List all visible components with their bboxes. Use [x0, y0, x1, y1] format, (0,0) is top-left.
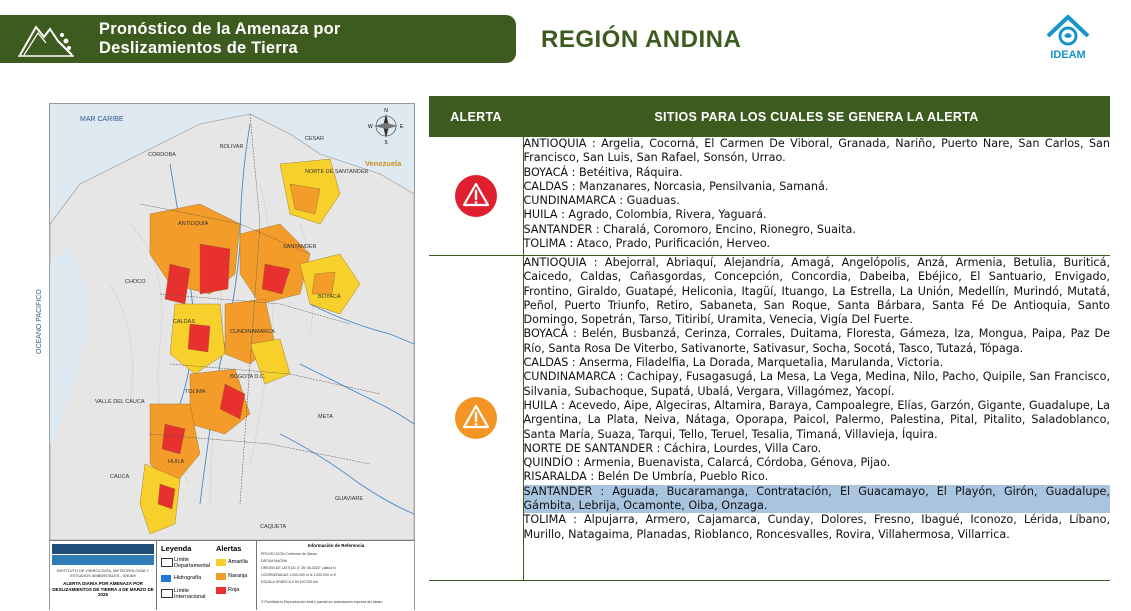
dept-line: BOYACÁ : Belén, Busbanzá, Cerinza, Corrales, Duitama, Floresta, Gámeza, Iza, Mongua, Paipa, Paz De Río, Santa Rosa De Viterbo, Sativanorte, Sativasur, Socha, Socotá, Tasco, Tutazá, Tópaga.: [523, 327, 1110, 355]
dept-line: SANTANDER : Charalá, Coromoro, Encino, Rionegro, Suaita.: [523, 222, 856, 236]
legend-alerts-title: Alertas: [216, 544, 242, 553]
dept-line: CUNDINAMARCA : Guaduas.: [523, 194, 680, 208]
table-header-row: [429, 96, 1110, 137]
map-label-santander: SANTANDER: [283, 244, 317, 250]
dept-line: HUILA : Agrado, Colombia, Rivera, Yaguará.: [523, 208, 767, 222]
alerts-table: [429, 96, 1110, 581]
svg-text:S: S: [384, 140, 388, 146]
legend-swatch-naranja: [216, 573, 226, 580]
legend-item-hidrografia: Hidrografía: [174, 575, 202, 581]
ideam-logo: [1040, 14, 1096, 64]
table-row-red-alert: [429, 137, 1110, 256]
map-legend: [50, 540, 414, 610]
legend-swatch-hidrografia: [161, 575, 171, 582]
dept-line: BOYACÁ : Betéitiva, Ráquira.: [523, 165, 683, 179]
legend-swatch-limite-internacional: [161, 589, 173, 598]
map-label-tolima: TOLIMA: [185, 389, 206, 395]
map-label-bolivar: BOLIVAR: [220, 144, 244, 150]
map-label-valle: VALLE DEL CAUCA: [95, 399, 145, 405]
alert-level-cell: [429, 256, 523, 581]
header-banner: [0, 15, 516, 63]
svg-text:E: E: [400, 124, 404, 130]
legend-swatch-limite-departamental: [161, 558, 173, 567]
header-title-line1: Pronóstico de la Amenaza por: [99, 20, 341, 38]
dept-line: NORTE DE SANTANDER : Cáchira, Lourdes, Villa Caro.: [523, 441, 822, 455]
landslide-logo-icon: [18, 19, 74, 59]
dept-line: ANTIOQUIA : Abejorral, Abriaquí, Alejandría, Amagá, Angelópolis, Anzá, Armenia, Betulia, Buriticá, Caicedo, Caldas, Cañasgordas, Concepción, Concordia, Dabeiba, Ebéjico, El Santuario, Envigado, Frontino, Giraldo, Guatapé, Heliconia, Itagüí, Ituango, La Estrella, La Unión, Medellín, Murindó, Mutatá, Peñol, Puerto Triunfo, Retiro, Sabaneta, San Roque, Santa Bárbara, Santa Fé De Antioquia, Santo Domingo, Sopetrán, Tarso, Titiribí, Uramita, Venecia, Vigía Del Fuerte.: [523, 256, 1110, 327]
map-label-mar-caribe: MAR CARIBE: [80, 116, 124, 123]
legend-swatch-roja: [216, 587, 226, 594]
region-title: REGIÓN ANDINA: [541, 26, 742, 53]
alert-level-cell: [429, 137, 523, 256]
warning-icon: [454, 396, 498, 440]
legend-map-title: ALERTA DIARIA POR AMENAZA POR DESLIZAMIENTOS DE TIERRA 4 DE MARZO DE 2025: [52, 581, 154, 597]
header-title-line2: Deslizamientos de Tierra: [99, 39, 298, 57]
legend-alerts-block: [212, 541, 257, 610]
map-label-norte-santander: NORTE DE SANTANDER: [305, 169, 369, 175]
map-label-caqueta: CAQUETA: [260, 524, 287, 530]
legend-alert-amarilla: Amarilla: [228, 559, 248, 565]
map-label-meta: META: [318, 414, 333, 420]
map-label-cundinamarca: CUNDINAMARCA: [230, 329, 275, 335]
header-title: [99, 20, 341, 58]
warning-icon: [454, 174, 498, 218]
ideam-banner-bar: [52, 544, 154, 554]
ideam-logo-text: IDEAM: [1050, 49, 1086, 61]
dept-line: HUILA : Acevedo, Aipe, Algeciras, Altamira, Baraya, Campoalegre, Elías, Garzón, Gigante, Guadalupe, La Argentina, La Plata, Neiva, Nátaga, Oporapa, Paicol, Palermo, Palestina, Pital, Pitalito, Saladoblanco, Santa María, Suaza, Tarqui, Tello, Teruel, Tesalia, Timaná, Villavieja, Íquira.: [523, 398, 1110, 441]
column-header-sites: SITIOS PARA LOS CUALES SE GENERA LA ALERTA: [523, 96, 1110, 137]
dept-line: TOLIMA : Ataco, Prado, Purificación, Herveo.: [523, 237, 771, 251]
legend-alert-naranja: Naranja: [228, 573, 248, 579]
map-label-oceano-pacifico: OCEANO PACIFICO: [36, 289, 43, 354]
legend-item-limite-internacional: Límite Internacional: [174, 588, 206, 600]
dept-line: RISARALDA : Belén De Umbría, Pueblo Rico.: [523, 470, 769, 484]
legend-ref-line: ORIGEN DE LATITUD 4° 35' 46.3215" Latitud N: [261, 566, 336, 570]
svg-text:W: W: [368, 124, 373, 130]
legend-copyright: © Prohibida la Reproducción total o parcial sin autorización expresa del Ideam: [261, 600, 383, 604]
ideam-banner-bar-2: [52, 555, 154, 565]
dept-line-highlighted: SANTANDER : Aguada, Bucaramanga, Contratación, El Guacamayo, El Playón, Girón, Guadalupe, Gámbita, Lebrija, Ocamonte, Oiba, Onzaga.: [523, 484, 1110, 513]
map-label-caldas: CALDAS: [173, 319, 196, 325]
legend-ref-line: COORDENADAS 1.000.000 m N 1.000.000 m E: [261, 573, 337, 577]
legend-title: Leyenda: [161, 544, 192, 553]
map-label-choco: CHOCO: [125, 279, 146, 285]
dept-line: ANTIOQUIA : Argelia, Cocorná, El Carmen De Viboral, Granada, Nariño, Puerto Nare, San Carlos, San Francisco, San Luis, San Rafael, Sonsón, Urrao.: [523, 137, 1110, 165]
column-header-alert: ALERTA: [429, 96, 523, 137]
legend-institution-block: [50, 541, 157, 610]
alert-map: [36, 103, 415, 610]
alert-sites-cell: [523, 256, 1110, 581]
svg-text:N: N: [384, 108, 388, 114]
legend-block: [157, 541, 211, 610]
legend-ref-line: ESCALA GRÁFICA 0 50 100 200 km: [261, 580, 319, 584]
map-label-cordoba: CORDOBA: [148, 152, 176, 158]
map-label-antioquia: ANTIOQUIA: [178, 221, 209, 227]
legend-ref-line: PROYECCIÓN Conforme de Gauss: [261, 552, 317, 556]
map-label-boyaca: BOYACÁ: [318, 294, 341, 300]
map-label-huila: HUILA: [168, 459, 185, 465]
map-label-cesar: CESAR: [305, 136, 324, 142]
legend-institution-text: INSTITUTO DE HIDROLOGÍA, METEOROLOGÍA Y ESTUDIOS AMBIENTALES - IDEAM: [56, 568, 150, 578]
legend-ref-line: DATUM MAGNA: [261, 559, 287, 563]
map-label-venezuela: Venezuela: [365, 159, 402, 168]
legend-reference-block: [257, 541, 414, 610]
alert-sites-cell: [523, 137, 1110, 256]
dept-line: CALDAS : Anserma, Filadelfia, La Dorada, Marquetalia, Marulanda, Victoria.: [523, 356, 944, 370]
legend-reference-title: Información de Referencia: [307, 543, 365, 548]
map-label-cauca: CAUCA: [110, 474, 130, 480]
dept-line: QUINDÍO : Armenia, Buenavista, Calarcá, Córdoba, Génova, Pijao.: [523, 456, 891, 470]
map-label-guaviare: GUAVIARE: [335, 496, 364, 502]
legend-item-limite-departamental: Límite Departamental: [174, 557, 211, 569]
dept-line: CUNDINAMARCA : Cachipay, Fusagasugá, La Mesa, La Vega, Medina, Nilo, Pacho, Quipile, San Francisco, Silvania, Subachoque, Supatá, Ubalá, Vergara, Villagómez, Yacopí.: [523, 370, 1110, 398]
map-label-bogota: BOGOTA D.C.: [230, 374, 266, 380]
legend-swatch-amarilla: [216, 559, 226, 566]
dept-line: TOLIMA : Alpujarra, Armero, Cajamarca, Cunday, Dolores, Fresno, Ibagué, Iconozo, Lérida, Líbano, Murillo, Natagaima, Planadas, Rioblanco, Roncesvalles, Rovira, Villahermosa, Villarrica.: [523, 513, 1110, 541]
dept-line: CALDAS : Manzanares, Norcasia, Pensilvania, Samaná.: [523, 179, 829, 193]
legend-alert-roja: Roja: [228, 587, 240, 593]
ideam-emblem-icon: [1040, 14, 1096, 50]
table-row-orange-alert: [429, 256, 1110, 581]
